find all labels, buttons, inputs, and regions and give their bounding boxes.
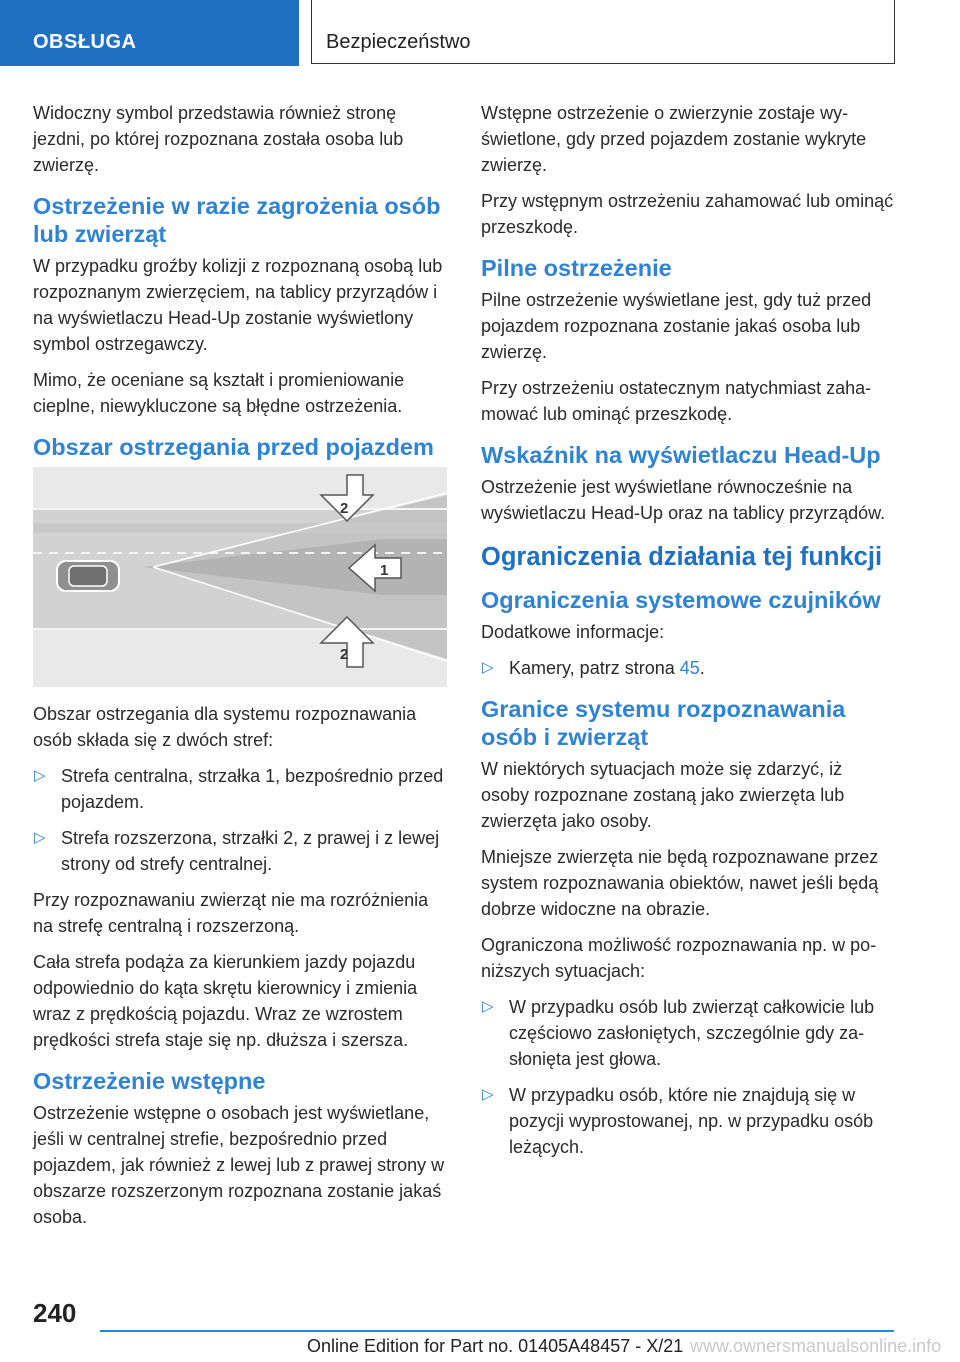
arrow-top-label: 2 <box>340 500 349 517</box>
left-column <box>33 100 447 1240</box>
paragraph: W przypadku groźby kolizji z rozpoznaną osobą lub rozpoznanym zwierzęciem, na tablicy przyrządów i na wyświetlaczu Head-Up zostanie wyświetlony symbol ostrzegawczy. <box>33 256 443 354</box>
page-header <box>0 0 960 66</box>
triangle-bullet-icon: ▷ <box>482 659 494 676</box>
paragraph: Mniejsze zwierzęta nie będą rozpoznawane przez system rozpoznawania obiektów, nawet jeśli będą dobrze widoczne na obrazie. <box>481 847 879 919</box>
heading-warning: Ostrzeżenie w razie zagrożenia osób lub zwierząt <box>33 193 441 247</box>
edition-text: Online Edition for Part no. 01405A48457 - X/21 <box>307 1336 684 1356</box>
zone-list <box>33 763 447 877</box>
paragraph: Przy rozpoznawaniu zwierząt nie ma rozróżnienia na strefę centralną i rozszerzoną. <box>33 890 429 936</box>
chapter-tab: Bezpieczeństwo <box>311 0 895 64</box>
list-item: ▷ Strefa rozszerzona, strzałki 2, z prawej i z lewej strony od strefy centralnej. <box>33 825 447 877</box>
heading-limits: Ograniczenia działania tej funkcji <box>481 543 883 571</box>
intro-paragraph: Widoczny symbol przedstawia również stronę jezdni, po której rozpoznana została osoba lub zwierzę. <box>33 103 404 175</box>
paragraph: Ostrzeżenie wstępne o osobach jest wyświetlane, jeśli w centralnej strefie, bezpośrednio przed pojazdem, jak również z lewej lub z prawej strony w obszarze rozszerzonym rozpoznana zostanie jakaś osoba. <box>33 1103 445 1227</box>
page-number: 240 <box>33 1298 77 1328</box>
paragraph: Ograniczona możliwość rozpoznawania np. w poniższych sytuacjach: <box>481 935 877 981</box>
footer-divider <box>100 1330 894 1332</box>
warning-zone-diagram <box>33 467 447 687</box>
heading-pre-warning: Ostrzeżenie wstępne <box>33 1068 266 1094</box>
heading-bounds: Granice systemu rozpoznawania osób i zwierząt <box>481 696 846 750</box>
triangle-bullet-icon: ▷ <box>482 998 494 1015</box>
car-icon <box>57 561 119 591</box>
paragraph: Wstępne ostrzeżenie o zwierzynie zostaje wyświetlone, gdy przed pojazdem zostanie wykryte zwierzę. <box>481 103 867 175</box>
paragraph: Ostrzeżenie jest wyświetlane równocześnie na wyświetlaczu Head-Up oraz na tablicy przyrządów. <box>481 477 886 523</box>
watermark-text: www.ownersmanualsonline.info <box>690 1336 942 1356</box>
list-item: ▷ W przypadku osób, które nie znajdują się w pozycji wyprostowanej, np. w przypadku osób leżących. <box>481 1082 895 1160</box>
paragraph: Cała strefa podąża za kierunkiem jazdy pojazdu odpowiednio do kąta skrętu kierownicy i zmienia wraz z prędkością pojazdu. Wraz ze wzrostem prędkości strefa staje się np. dłuższa i szersza. <box>33 952 418 1050</box>
paragraph: Dodatkowe informacje: <box>481 622 665 642</box>
triangle-bullet-icon: ▷ <box>482 1086 494 1103</box>
heading-sensor: Ograniczenia systemowe czujników <box>481 587 881 613</box>
arrow-center-label: 1 <box>380 562 389 579</box>
warning-zone-figure <box>33 467 447 687</box>
right-column <box>481 100 895 1170</box>
paragraph: Obszar ostrzegania dla systemu rozpoznawania osób składa się z dwóch stref: <box>33 704 417 750</box>
paragraph: Przy wstępnym ostrzeżeniu zahamować lub ominąć przeszkodę. <box>481 191 894 237</box>
paragraph: Przy ostrzeżeniu ostatecznym natychmiast zahamować lub ominąć przeszkodę. <box>481 378 872 424</box>
triangle-bullet-icon: ▷ <box>34 829 46 846</box>
list-item: ▷ W przypadku osób lub zwierząt całkowicie lub częściowo zasłoniętych, szczególnie gdy zasłonięta jest głowa. <box>481 994 895 1072</box>
heading-hud: Wskaźnik na wyświetlaczu Head-Up <box>481 442 881 468</box>
heading-zone: Obszar ostrzegania przed pojazdem <box>33 434 434 460</box>
paragraph: Mimo, że oceniane są kształt i promieniowanie cieplne, niewykluczone są błędne ostrzeżenia. <box>33 370 405 416</box>
list-item: ▷ Strefa centralna, strzałka 1, bezpośrednio przed pojazdem. <box>33 763 447 815</box>
paragraph: Pilne ostrzeżenie wyświetlane jest, gdy tuż przed pojazdem rozpoznana zostanie jakaś osoba lub zwierzę. <box>481 290 872 362</box>
list-item: ▷ Kamery, patrz strona 45. <box>481 655 895 681</box>
sensor-list <box>481 655 895 681</box>
heading-urgent: Pilne ostrzeżenie <box>481 255 672 281</box>
arrow-bottom-label: 2 <box>340 646 349 663</box>
triangle-bullet-icon: ▷ <box>34 767 46 784</box>
bounds-list <box>481 994 895 1160</box>
lane-upper <box>33 523 447 533</box>
section-tab: OBSŁUGA <box>0 0 299 66</box>
paragraph: W niektórych sytuacjach może się zdarzyć, iż osoby rozpoznane zostaną jako zwierzęta lub zwierzęta jako osoby. <box>481 759 845 831</box>
page-link[interactable]: 45 <box>679 658 700 678</box>
